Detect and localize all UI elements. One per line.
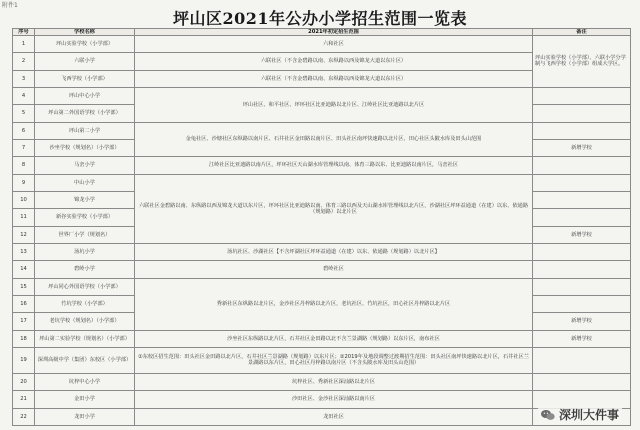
- page-title: 坪山区2021年公办小学招生范围一览表: [172, 9, 468, 28]
- cell-scope: 六和社区: [135, 36, 533, 53]
- cell-note: 新增学校: [533, 313, 631, 330]
- cell-note: [533, 87, 631, 104]
- cell-school: 马峦小学: [35, 157, 135, 174]
- table-row: [13, 122, 631, 139]
- cell-no: 8: [13, 157, 35, 174]
- cell-no: 17: [13, 313, 35, 330]
- cell-school: 世界厂小学（规划名）: [35, 226, 135, 243]
- cell-note: [533, 261, 631, 278]
- table-row: [13, 278, 631, 295]
- admission-table: [12, 28, 631, 426]
- cell-no: 6: [13, 122, 35, 139]
- cell-school: 坪山第二外国语学校（小学部）: [35, 105, 135, 122]
- cell-school: 汤坑小学: [35, 243, 135, 260]
- cell-school: 中山小学: [35, 174, 135, 191]
- cell-scope: 汤坑社区、沙湖社区【不含坪湖社区坪环益通道（在建）以东、依通路（规划路）以北片区】: [135, 243, 533, 260]
- table-row: [13, 174, 631, 191]
- cell-note: [533, 347, 631, 373]
- table-row: [13, 157, 631, 174]
- cell-school: 坪山第二小学: [35, 122, 135, 139]
- cell-no: 4: [13, 87, 35, 104]
- cell-note: [533, 243, 631, 260]
- cell-no: 11: [13, 209, 35, 226]
- cell-scope: 坑梓社区、秀新社区深汕路以北片区: [135, 373, 533, 390]
- cell-school: 沙坐学校（规划名）（小学部）: [35, 139, 135, 156]
- wechat-logo-icon: [541, 409, 555, 421]
- cell-no: 12: [13, 226, 35, 243]
- cell-school: 坪山实验学校（小学部）: [35, 36, 135, 53]
- watermark-text: 深圳大件事: [558, 408, 619, 422]
- cell-note: [533, 209, 631, 226]
- cell-school: 金田小学: [35, 391, 135, 408]
- cell-note: [533, 174, 631, 191]
- cell-note: [533, 105, 631, 122]
- cell-no: 21: [13, 391, 35, 408]
- cell-note: [533, 122, 631, 139]
- cell-no: 20: [13, 373, 35, 390]
- table-row: [13, 373, 631, 390]
- cell-scope: 金龟社区、沙塘社区东纵路以南片区、石井社区金田路以南片区、田头社区南坪快速路以北片区、田心社区头陂水库及田头山范围: [135, 122, 533, 157]
- cell-scope: 沙田社区、金沙社区深汕路以南片区: [135, 391, 533, 408]
- cell-note: 新增学校: [533, 226, 631, 243]
- cell-no: 18: [13, 330, 35, 347]
- cell-scope: 江岭社区比亚迪路以南片区，坪环社区天山湖水库管理线以南、体育三路以东、比亚迪路以南片区，马峦社区: [135, 157, 533, 174]
- cell-scope: 六联社区（不含金碧路以南、东纵路以西及锦龙大道以东片区）: [135, 53, 533, 70]
- cell-no: 1: [13, 36, 35, 53]
- cell-school: 坪山中心小学: [35, 87, 135, 104]
- cell-note: [533, 278, 631, 295]
- cell-no: 7: [13, 139, 35, 156]
- cell-school: 深圳高级中学（集团）东校区（小学部）: [35, 347, 135, 373]
- cell-note: 坪山实验学校（小学部）、六联小学分学制与飞西学校（小学部）组成大学区。: [533, 36, 631, 88]
- cell-note: [533, 295, 631, 312]
- cell-no: 2: [13, 53, 35, 70]
- cell-no: 15: [13, 278, 35, 295]
- cell-school: 锦龙小学: [35, 191, 135, 208]
- cell-school: 老坑学校（规划名）（小学部）: [35, 313, 135, 330]
- cell-no: 22: [13, 408, 35, 425]
- cell-school: 坑梓中心小学: [35, 373, 135, 390]
- cell-no: 19: [13, 347, 35, 373]
- header-school: 学校名称: [35, 29, 135, 36]
- header-note: 备注: [533, 29, 631, 36]
- cell-school: 六联小学: [35, 53, 135, 70]
- cell-no: 5: [13, 105, 35, 122]
- cell-school: 新谷实验学校（小学部）: [35, 209, 135, 226]
- table-row: [13, 87, 631, 104]
- cell-note: [533, 157, 631, 174]
- cell-school: 坪山同心外国语学校（小学部）: [35, 278, 135, 295]
- cell-scope: 沙坐社区东纵路以北片区，石井社区金田路以北不含兰景湖路（规划路）以东片区，南布社区: [135, 330, 533, 347]
- watermark: [538, 405, 622, 424]
- cell-no: 14: [13, 261, 35, 278]
- cell-school: 飞西学校（小学部）: [35, 70, 135, 87]
- table-row: [13, 330, 631, 347]
- header-scope: 2021年初定招生范围: [135, 29, 533, 36]
- cell-school: 龙田小学: [35, 408, 135, 425]
- cell-scope: ①东校区招生范围：田头社区金田路以北片区，石井社区兰景湖路（规划路）以东片区；②2019年及地段调整过渡期招生范围：田头社区南坪快速路以北片区，石井社区兰景湖路以东片区，田心社区丹梓路以南片区（不含头陂水库及田头山范围）: [135, 347, 533, 373]
- table-row: [13, 347, 631, 373]
- cell-scope: 龙田社区: [135, 408, 533, 425]
- table-row: [13, 36, 631, 53]
- cell-note: [533, 191, 631, 208]
- cell-no: 16: [13, 295, 35, 312]
- attachment-label: 附件1: [2, 2, 18, 9]
- header-no: 序号: [13, 29, 35, 36]
- cell-scope: 六联社区金碧路以南、东纵路以西及锦龙大道以东片区，坪环社区比亚迪路以南、体育三路以西及天山湖水库管理线以北片区，沙湖社区坪环益通道（在建）以东、依通路（规划路）以北片区: [135, 174, 533, 243]
- cell-school: 坪山第二实验学校（规划名）（小学部）: [35, 330, 135, 347]
- cell-no: 13: [13, 243, 35, 260]
- cell-scope: 坪山社区、和平社区、坪环社区比亚迪路以北片区、江岭社区比亚迪路以北片区: [135, 87, 533, 122]
- cell-school: 碧岭小学: [35, 261, 135, 278]
- table-row: [13, 261, 631, 278]
- table-row: [13, 243, 631, 260]
- table-header-row: [13, 29, 631, 36]
- cell-scope: 秀新社区东纵路以北片区，金沙社区丹梓路以北片区，老坑社区、竹坑社区，田心社区丹梓路以北片区: [135, 278, 533, 330]
- cell-no: 10: [13, 191, 35, 208]
- cell-school: 竹坑学校（小学部）: [35, 295, 135, 312]
- cell-scope: 碧岭社区: [135, 261, 533, 278]
- cell-no: 3: [13, 70, 35, 87]
- cell-scope: 六联社区（不含金碧路以南、东纵路以西及锦龙大道以东片区）: [135, 70, 533, 87]
- cell-note: 新增学校: [533, 139, 631, 156]
- cell-note: 新增学校: [533, 330, 631, 347]
- cell-note: [533, 373, 631, 390]
- cell-no: 9: [13, 174, 35, 191]
